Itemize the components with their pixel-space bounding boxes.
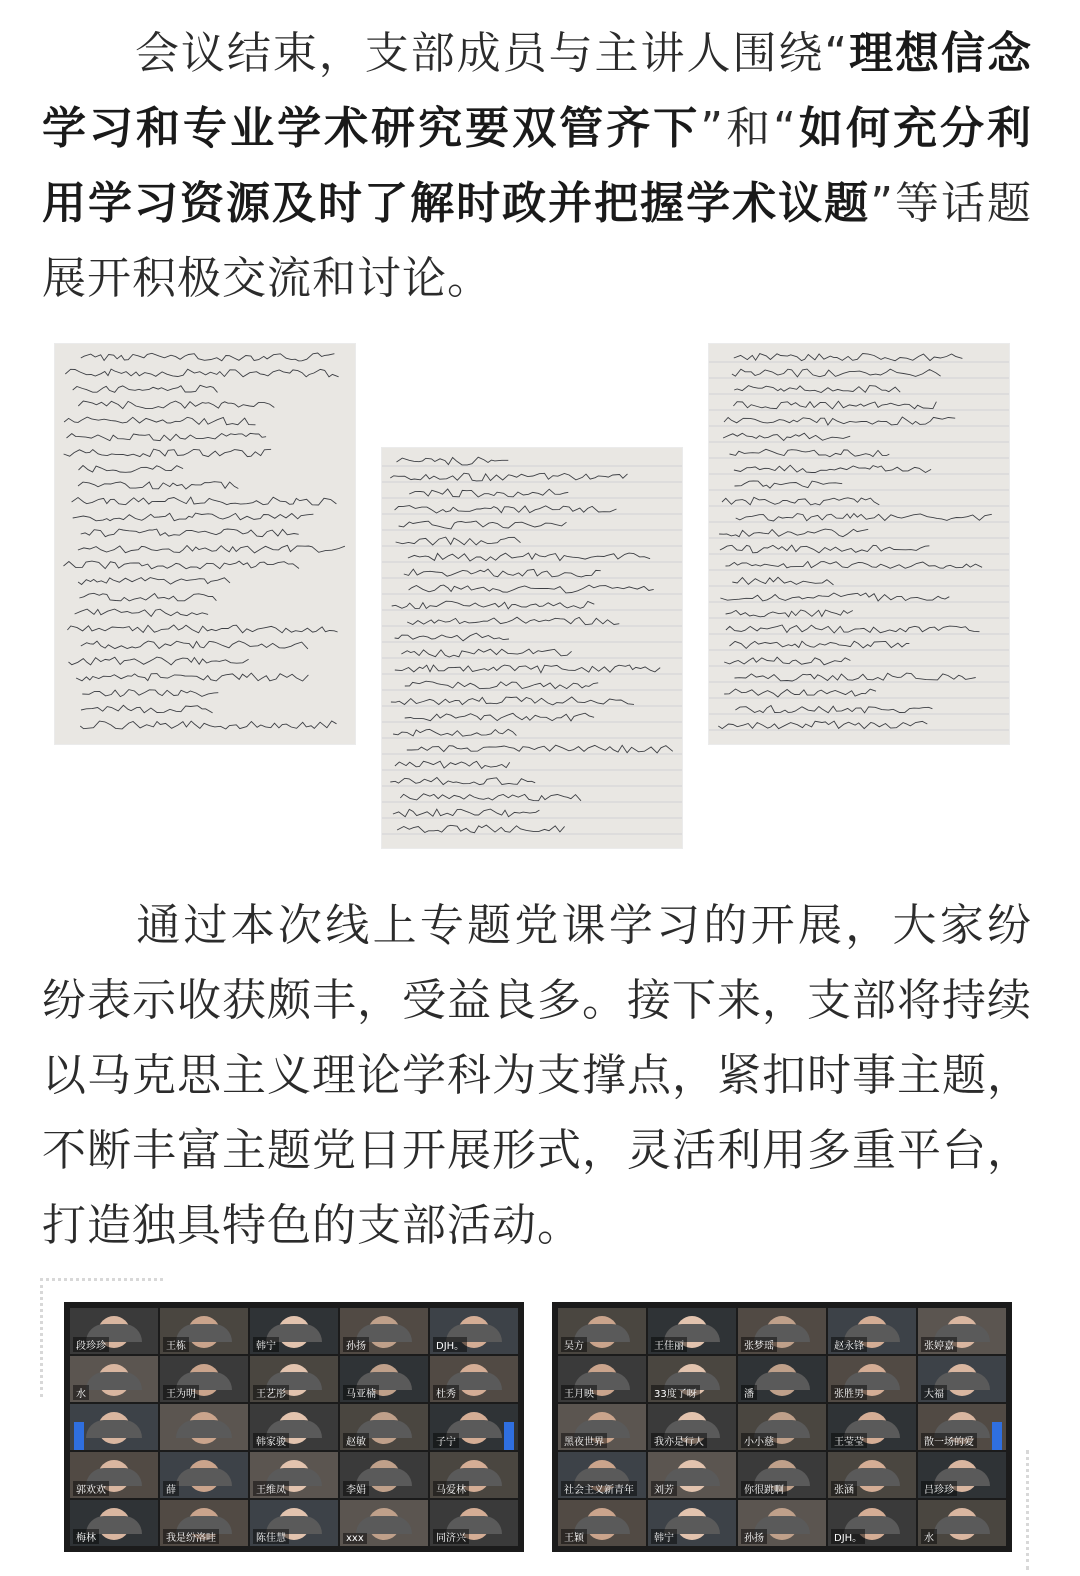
participant-name: 薛: [163, 1481, 179, 1496]
participant-name: 子宁: [433, 1433, 459, 1448]
participant-tile[interactable]: [250, 1404, 338, 1450]
participant-name: 赵敏: [343, 1433, 369, 1448]
participant-tile[interactable]: [70, 1452, 158, 1498]
participant-name: 王维凤: [253, 1481, 289, 1496]
avatar-body: [176, 1420, 232, 1438]
participant-name: 小小慈: [741, 1433, 777, 1448]
participant-tile[interactable]: [160, 1356, 248, 1402]
participant-name: 大福: [921, 1385, 947, 1400]
participant-tile[interactable]: [340, 1404, 428, 1450]
participant-name: 王颖: [561, 1529, 587, 1544]
participant-tile[interactable]: [70, 1308, 158, 1354]
avatar-body: [754, 1372, 810, 1390]
participant-tile[interactable]: [828, 1452, 916, 1498]
participant-tile[interactable]: [918, 1356, 1006, 1402]
participant-name: 张胜男: [831, 1385, 867, 1400]
participant-tile[interactable]: [828, 1404, 916, 1450]
participant-name: 张梦瑶: [741, 1337, 777, 1352]
participant-tile[interactable]: [558, 1308, 646, 1354]
participant-name: 我亦是行人: [651, 1433, 707, 1448]
participant-tile[interactable]: [648, 1356, 736, 1402]
participant-tile[interactable]: [648, 1500, 736, 1546]
participant-tile[interactable]: [250, 1500, 338, 1546]
avatar-body: [86, 1372, 142, 1390]
participant-tile[interactable]: [648, 1404, 736, 1450]
participant-tile[interactable]: [70, 1356, 158, 1402]
participant-tile[interactable]: [340, 1452, 428, 1498]
participant-name: 你很跳啊: [741, 1481, 787, 1496]
participant-name: 孙扬: [343, 1337, 369, 1352]
participant-tile[interactable]: [340, 1308, 428, 1354]
participant-name: 王莹莹: [831, 1433, 867, 1448]
participant-tile[interactable]: [918, 1308, 1006, 1354]
participant-tile[interactable]: [648, 1308, 736, 1354]
participant-name: 王月映: [561, 1385, 597, 1400]
participant-tile[interactable]: [160, 1404, 248, 1450]
avatar-body: [86, 1420, 142, 1438]
participant-name: 水: [73, 1385, 89, 1400]
paragraph-conclusion: 通过本次线上专题党课学习的开展，大家纷纷表示收获颇丰，受益良多。接下来，支部将持续以马克思主义理论学科为支撑点，紧扣时事主题，不断丰富主题党日开展形式，灵活利用多重平台，打造独具特色的支部活动。: [42, 900, 1032, 1251]
page-prev-button[interactable]: [74, 1422, 84, 1450]
participant-tile[interactable]: [918, 1452, 1006, 1498]
participant-tile[interactable]: [340, 1356, 428, 1402]
participant-name: 王佳丽: [651, 1337, 687, 1352]
avatar-body: [934, 1516, 990, 1534]
participant-name: 社会主义新青年: [561, 1481, 637, 1496]
participant-name: 王为明: [163, 1385, 199, 1400]
participant-name: 韩宁: [651, 1529, 677, 1544]
participant-grid: [70, 1308, 518, 1546]
participant-tile[interactable]: [558, 1500, 646, 1546]
participant-name: 黑夜世界: [561, 1433, 607, 1448]
participant-name: 潘: [741, 1385, 757, 1400]
participant-tile[interactable]: [250, 1452, 338, 1498]
participant-name: 同济兴: [433, 1529, 469, 1544]
participant-tile[interactable]: [738, 1308, 826, 1354]
participant-tile[interactable]: [738, 1452, 826, 1498]
participant-tile[interactable]: [340, 1500, 428, 1546]
topic-one: 理想信念学习和专业学术研究要双管齐下: [42, 28, 1032, 154]
topic-two: 如何充分利用学习资源及时了解时政并把握学术议题: [42, 103, 1033, 229]
participant-name: 王栋: [163, 1337, 189, 1352]
notebook-photo-right: [709, 344, 1009, 744]
participant-name: 33度了呀: [651, 1385, 700, 1400]
participant-name: 我是纷洛哇: [163, 1529, 219, 1544]
participant-tile[interactable]: [558, 1404, 646, 1450]
participant-tile[interactable]: [430, 1356, 518, 1402]
participant-name: 水: [921, 1529, 937, 1544]
page-next-button[interactable]: [504, 1422, 514, 1450]
participant-tile[interactable]: [430, 1500, 518, 1546]
participant-tile[interactable]: [250, 1308, 338, 1354]
participant-name: 陈佳慧: [253, 1529, 289, 1544]
participant-name: 孙扬: [741, 1529, 767, 1544]
participant-tile[interactable]: [558, 1356, 646, 1402]
participant-name: 张婷嘉: [921, 1337, 957, 1352]
participant-tile[interactable]: [160, 1308, 248, 1354]
video-meeting-screenshot-left: [64, 1302, 524, 1552]
participant-tile[interactable]: [558, 1452, 646, 1498]
avatar-body: [356, 1516, 412, 1534]
participant-name: 吴方: [561, 1337, 587, 1352]
participant-tile[interactable]: [430, 1308, 518, 1354]
participant-name: 梅林: [73, 1529, 99, 1544]
participant-grid: [558, 1308, 1006, 1546]
participant-tile[interactable]: [738, 1404, 826, 1450]
participant-name: 韩宁: [253, 1337, 279, 1352]
participant-name: xxx: [343, 1533, 367, 1544]
participant-name: DJH。: [433, 1337, 467, 1352]
participant-tile[interactable]: [828, 1356, 916, 1402]
participant-tile[interactable]: [738, 1500, 826, 1546]
participant-tile[interactable]: [648, 1452, 736, 1498]
participant-name: 韩家骏: [253, 1433, 289, 1448]
participant-tile[interactable]: [160, 1500, 248, 1546]
notebook-photo-middle: [382, 448, 682, 848]
participant-name: 马爱林: [433, 1481, 469, 1496]
participant-tile[interactable]: [430, 1452, 518, 1498]
page-next-button[interactable]: [992, 1422, 1002, 1450]
participant-tile[interactable]: [918, 1500, 1006, 1546]
participant-name: 王艺彤: [253, 1385, 289, 1400]
participant-tile[interactable]: [70, 1500, 158, 1546]
participant-name: 张涵: [831, 1481, 857, 1496]
video-meeting-screenshot-right: [552, 1302, 1012, 1552]
participant-name: 杜秀: [433, 1385, 459, 1400]
decorative-dotted-line: [1026, 1450, 1029, 1570]
notebook-photo-left: [55, 344, 355, 744]
participant-name: 散一场的爱: [921, 1433, 977, 1448]
participant-name: 刘芳: [651, 1481, 677, 1496]
participant-name: 赵永锋: [831, 1337, 867, 1352]
participant-name: 吕珍珍: [921, 1481, 957, 1496]
participant-tile[interactable]: [250, 1356, 338, 1402]
paragraph-meeting-summary: 会议结束，支部成员与主讲人围绕“理想信念学习和专业学术研究要双管齐下”和“如何充分利用学习资源及时了解时政并把握学术议题”等话题展开积极交流和讨论。: [42, 28, 1033, 304]
avatar-body: [176, 1468, 232, 1486]
participant-name: 李娟: [343, 1481, 369, 1496]
participant-tile[interactable]: [738, 1356, 826, 1402]
participant-name: 段珍珍: [73, 1337, 109, 1352]
participant-name: DJH。: [831, 1529, 865, 1544]
participant-tile[interactable]: [160, 1452, 248, 1498]
participant-tile[interactable]: [828, 1500, 916, 1546]
participant-tile[interactable]: [828, 1308, 916, 1354]
participant-name: 郭欢欢: [73, 1481, 109, 1496]
participant-name: 马亚楠: [343, 1385, 379, 1400]
